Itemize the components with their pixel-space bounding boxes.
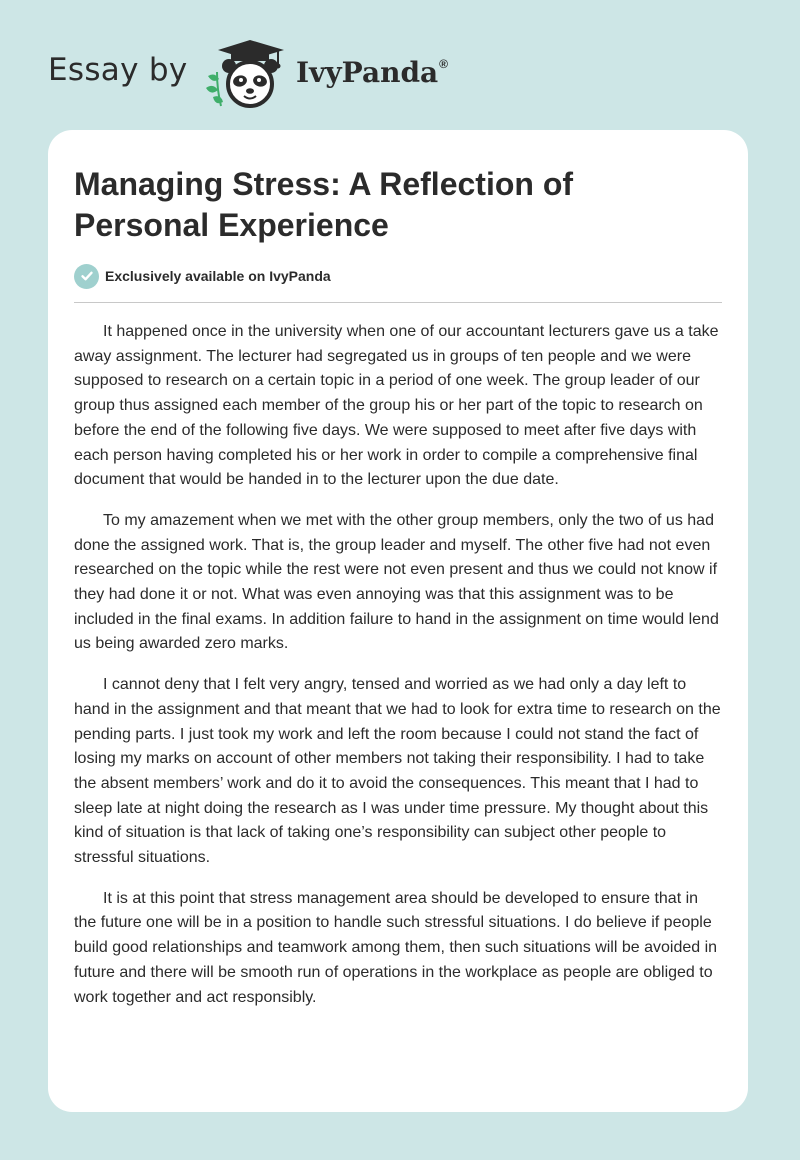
essay-body (74, 320, 724, 1026)
exclusive-badge (74, 263, 331, 289)
site-header (0, 0, 800, 130)
exclusive-badge-text: Exclusively available on IvyPanda (105, 268, 331, 284)
essay-title: Managing Stress: A Reflection of Personal Experience (74, 166, 574, 243)
brand-name[interactable] (296, 56, 448, 89)
panda-graduation-cap-logo-icon[interactable] (204, 38, 288, 110)
brand-text: IvyPanda (296, 56, 439, 89)
paragraph: I cannot deny that I felt very angry, tensed and worried as we had only a day left to hand in the assignment and that meant that we had to look for extra time to research on the pending parts. I just took my work and left the room because I could not stand the fact of losing my marks on account of other members not taking their responsibility. I had to take the absent members’ work and do it to avoid the consequences. This meant that I had to sleep late at night doing the research as I was under time pressure. My thought about this kind of situation is that lack of taking one’s responsibility can subject other people to stressful situations. (74, 676, 721, 867)
title-divider (74, 302, 722, 303)
essay-card (48, 130, 748, 1112)
essay-by-label: Essay by (48, 52, 188, 88)
paragraph: It is at this point that stress management area should be developed to ensure that in the future one will be in a position to handle such stressful situations. I do believe if people build good relationships and teamwork among them, then such situations will be avoided in future and there will be smooth run of operations in the workplace as people are obliged to work together and act responsibly. (74, 889, 718, 1006)
paragraph: It happened once in the university when one of our accountant lecturers gave us a take away assignment. The lecturer had segregated us in groups of ten people and we were supposed to research on a certain topic in a period of one week. The group leader of our group thus assigned each member of the group his or her part of the topic to research on before the end of the following five days. We were supposed to meet after five days with each person having completed his or her work in order to compile a comprehensive final document that would be handed in to the lecturer upon the due date. (74, 323, 719, 489)
paragraph: To my amazement when we met with the other group members, only the two of us had done the assigned work. That is, the group leader and myself. The other five had not even researched on the topic while the rest were not even present and thus we could not know if they had done it or not. What was even annoying was that this assignment was to be included in the final exams. In addition failure to hand in the assignment on time would lend us being awarded zero marks. (74, 511, 719, 653)
registered-mark: ® (439, 57, 449, 71)
check-icon (74, 264, 99, 289)
